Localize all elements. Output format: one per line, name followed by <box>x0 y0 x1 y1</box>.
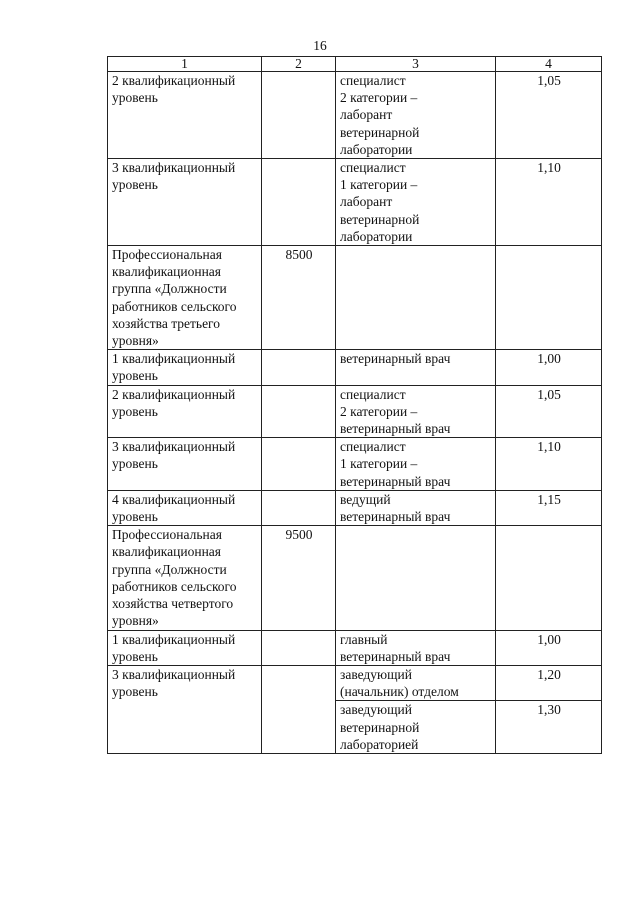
position-cell: заведующий (начальник) отделом <box>336 665 496 700</box>
group-cell: Профессиональная квалификационная группа «Должности работников сельского хозяйства четвертого уровня» <box>108 526 262 630</box>
table-row <box>108 665 602 700</box>
coefficient-cell: 1,10 <box>496 159 602 246</box>
page-number: 16 <box>313 38 327 53</box>
qualification-table <box>107 56 602 754</box>
salary-cell: 9500 <box>262 526 336 630</box>
header-col-1: 1 <box>108 57 262 72</box>
position-cell: специалист 1 категории – ветеринарный врач <box>336 438 496 491</box>
level-cell: 4 квалификационный уровень <box>108 490 262 525</box>
position-cell: заведующий ветеринарной лабораторией <box>336 701 496 754</box>
position-cell: специалист 1 категории – лаборант ветеринарной лаборатории <box>336 159 496 246</box>
header-col-2: 2 <box>262 57 336 72</box>
position-cell <box>336 526 496 630</box>
salary-cell <box>262 630 336 665</box>
coefficient-cell: 1,05 <box>496 385 602 438</box>
table-row <box>108 438 602 491</box>
coefficient-cell: 1,00 <box>496 350 602 385</box>
salary-cell <box>262 350 336 385</box>
table-row <box>108 159 602 246</box>
coefficient-cell: 1,00 <box>496 630 602 665</box>
coefficient-cell: 1,10 <box>496 438 602 491</box>
group-cell: Профессиональная квалификационная группа «Должности работников сельского хозяйства третьего уровня» <box>108 246 262 350</box>
table-row <box>108 72 602 159</box>
salary-cell <box>262 385 336 438</box>
coefficient-cell: 1,15 <box>496 490 602 525</box>
position-cell: ветеринарный врач <box>336 350 496 385</box>
table-row <box>108 246 602 350</box>
coefficient-cell: 1,30 <box>496 701 602 754</box>
table-row <box>108 526 602 630</box>
position-cell: специалист 2 категории – лаборант ветеринарной лаборатории <box>336 72 496 159</box>
position-cell: ведущий ветеринарный врач <box>336 490 496 525</box>
salary-cell <box>262 159 336 246</box>
level-cell: 2 квалификационный уровень <box>108 72 262 159</box>
table-row <box>108 630 602 665</box>
position-cell: главный ветеринарный врач <box>336 630 496 665</box>
table-row <box>108 490 602 525</box>
table-row <box>108 350 602 385</box>
level-cell: 1 квалификационный уровень <box>108 630 262 665</box>
table-row <box>108 385 602 438</box>
level-cell: 1 квалификационный уровень <box>108 350 262 385</box>
coefficient-cell <box>496 526 602 630</box>
header-col-4: 4 <box>496 57 602 72</box>
position-cell: специалист 2 категории – ветеринарный врач <box>336 385 496 438</box>
level-cell: 3 квалификационный уровень <box>108 159 262 246</box>
coefficient-cell: 1,20 <box>496 665 602 700</box>
position-cell <box>336 246 496 350</box>
level-cell: 2 квалификационный уровень <box>108 385 262 438</box>
salary-cell: 8500 <box>262 246 336 350</box>
coefficient-cell: 1,05 <box>496 72 602 159</box>
salary-cell <box>262 438 336 491</box>
level-cell: 3 квалификационный уровень <box>108 438 262 491</box>
salary-cell <box>262 665 336 753</box>
salary-cell <box>262 72 336 159</box>
header-col-3: 3 <box>336 57 496 72</box>
table-header-row <box>108 57 602 72</box>
level-cell: 3 квалификационный уровень <box>108 665 262 753</box>
coefficient-cell <box>496 246 602 350</box>
salary-cell <box>262 490 336 525</box>
